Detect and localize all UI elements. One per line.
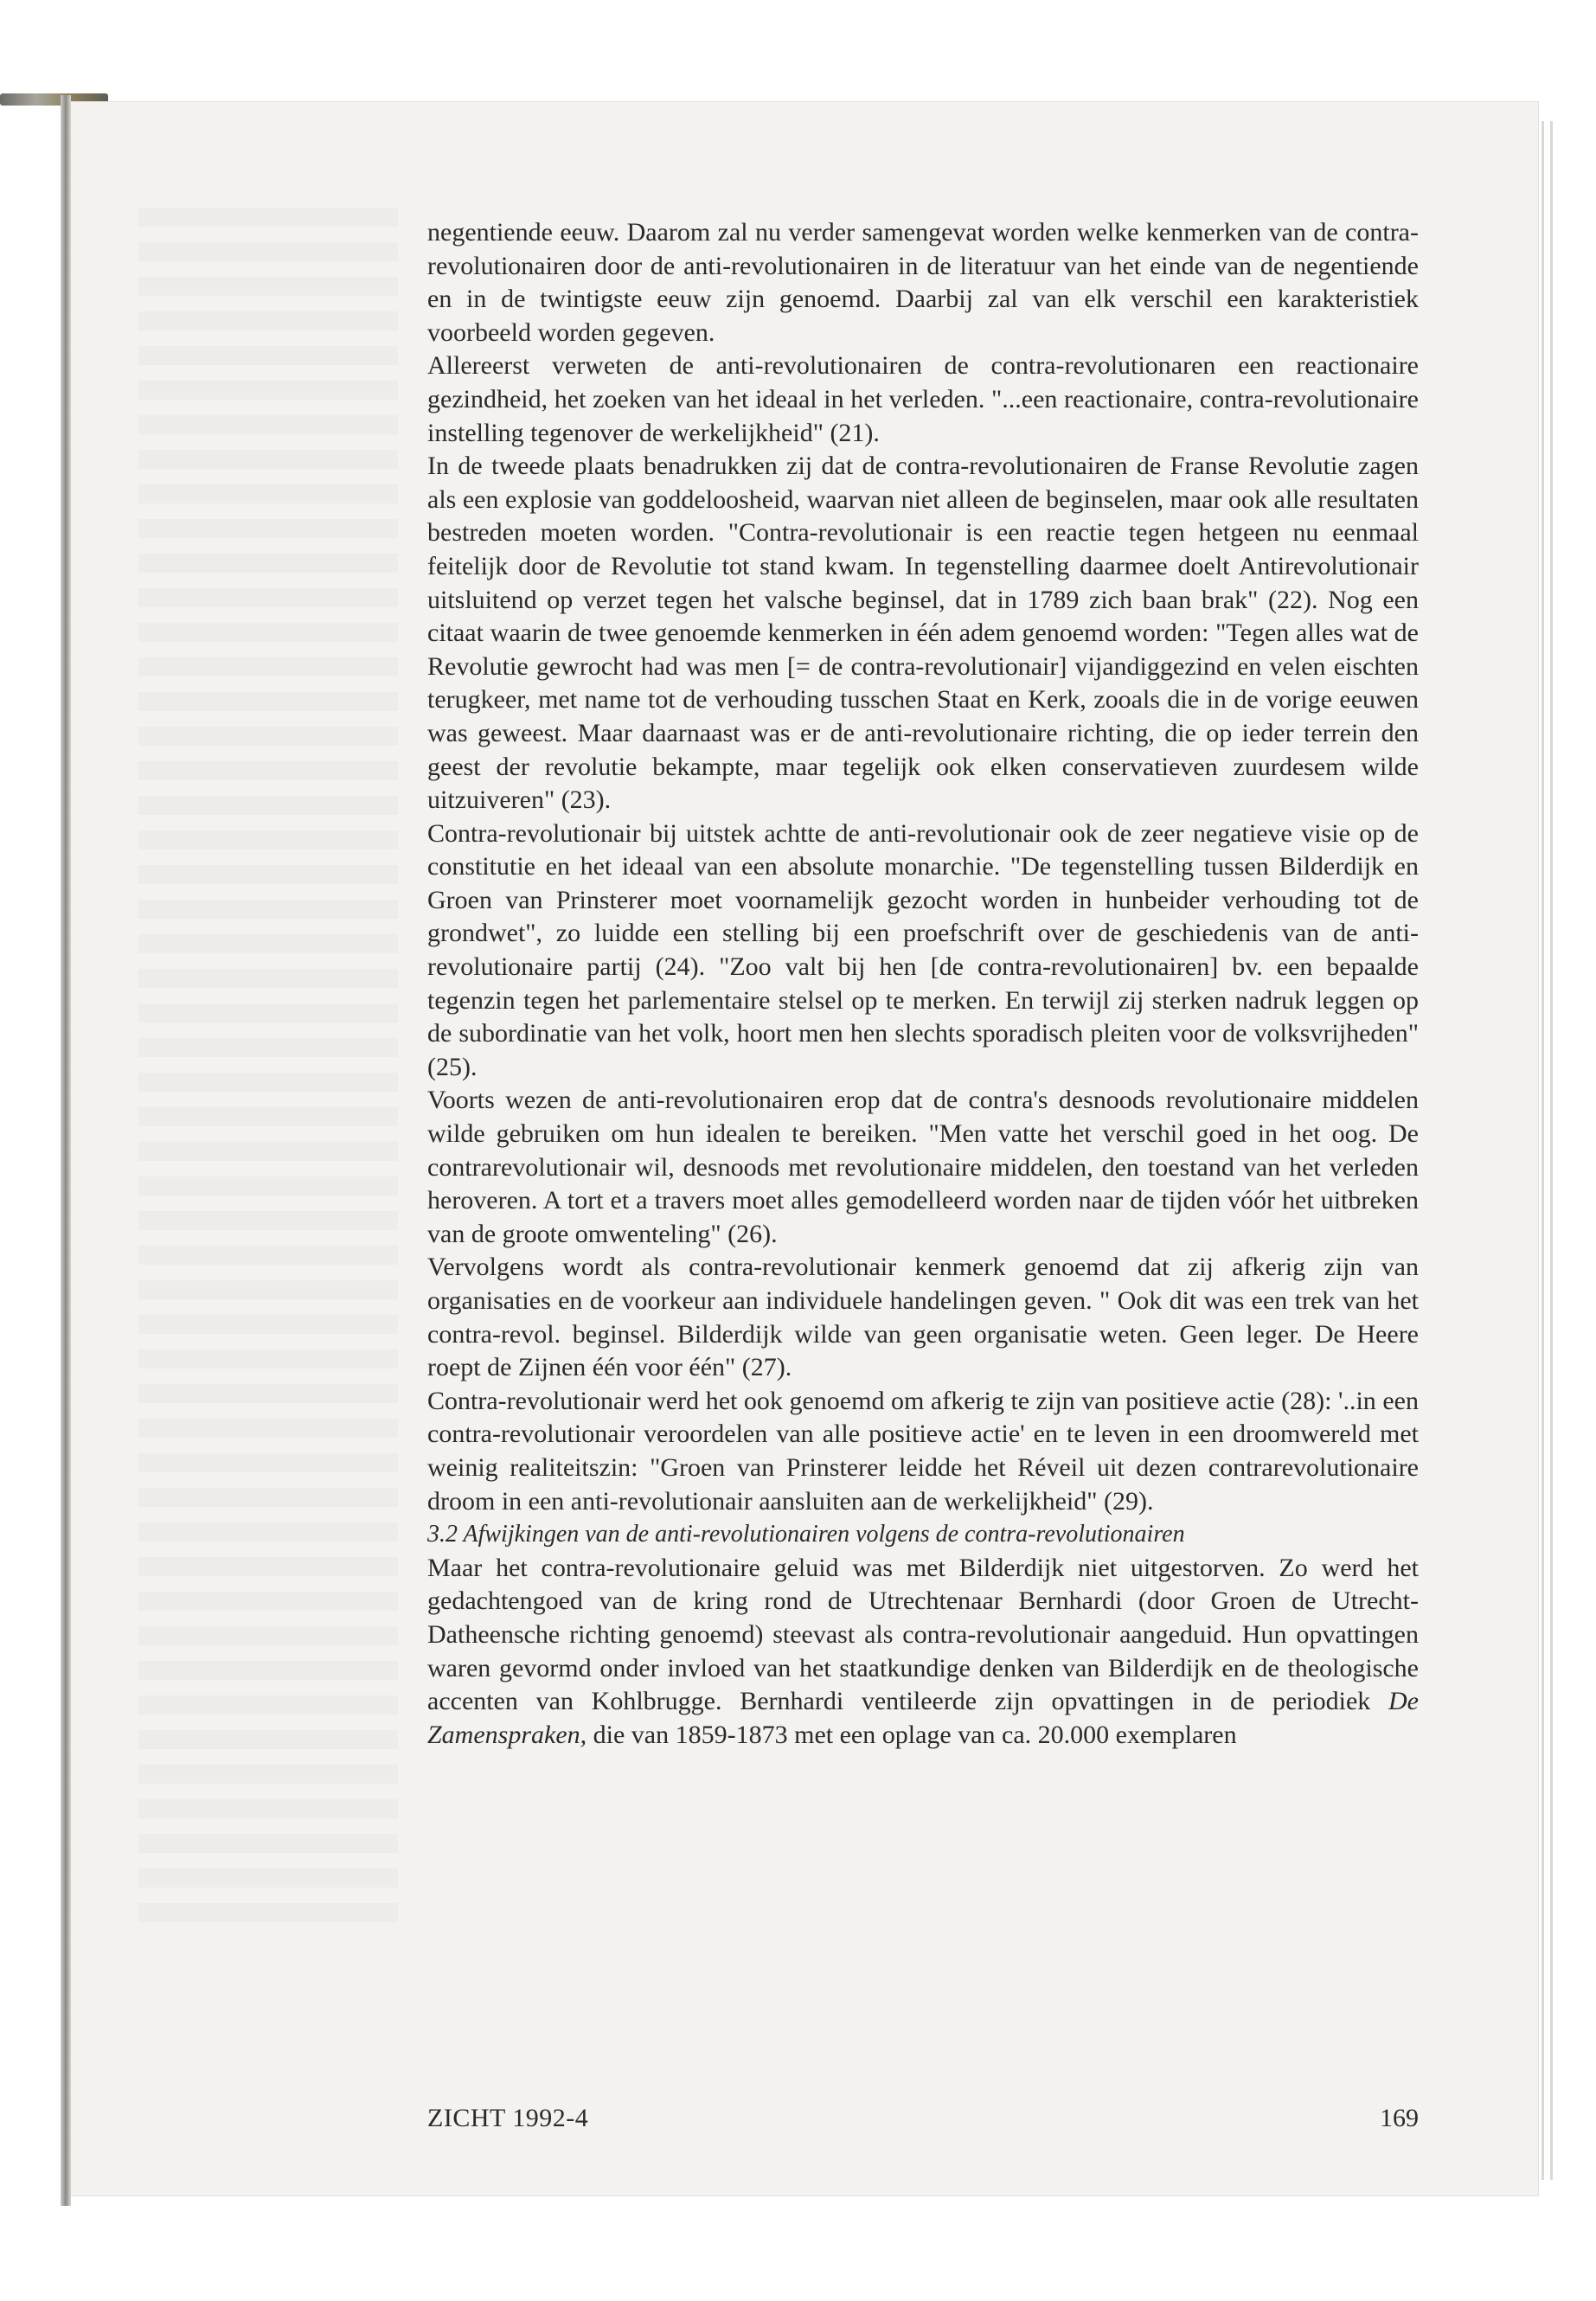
paragraph: Contra-revolutionair bij uitstek achtte de anti-revolutionair ook de zeer negatieve visie op de constitutie en het ideaal van een absolute monarchie. "De tegenstelling tussen Bilderdijk en Groen van Prinsterer moet voornamelijk gezocht worden in hunbeider verhouding tot de grondwet", zo luidde een stelling bij een proefschrift over de geschiedenis van de anti-revolutionaire partij (24). "Zoo valt bij hen [de contra-revolutionairen] bv. een bepaalde tegenzin tegen het parlementaire stelsel op te merken. En terwijl zij sterken nadruk leggen op de subordinatie van het volk, hoort men hen slechts sporadisch pleiten voor de volksvrijheden" (25).: [427, 818, 1419, 1081]
show-through-text: [138, 208, 398, 1938]
paragraph: Vervolgens wordt als contra-revolutionair kenmerk genoemd dat zij afkerig zijn van organisaties en de voorkeur aan individuele handelingen geven. " Ook dit was een trek van het contra-revol. beginsel. Bilderdijk wilde van geen organisatie weten. Geen leger. De Heere roept de Zijnen één voor één" (27).: [427, 1253, 1419, 1382]
paragraph: In de tweede plaats benadrukken zij dat de contra-revolutionairen de Franse Revolutie zagen als een explosie van goddeloosheid, waarvan niet alleen de beginselen, maar ook alle resultaten bestreden moeten worden. "Contra-revolutionair is een reactie tegen hetgeen nu eenmaal feitelijk door de Revolutie tot stand kwam. In tegenstelling daarmee doelt Antirevolutionair uitsluitend op verzet tegen het valsche beginsel, dat in 1789 zich baan brak" (22). Nog een citaat waarin de twee genoemde kenmerken in één adem genoemd worden: "Tegen alles wat de Revolutie gewrocht had was men [= de contra-revolutionair] vijandiggezind en velen eischten terugkeer, met name tot de verhouding tusschen Staat en Kerk, zooals die in de vorige eeuwen was geweest. Maar daarnaast was er de anti-revolutionaire richting, die op ieder terrein den geest der revolutie bekampte, maar tegelijk ook elken conservatieven zuurdesem wilde uitzuiveren" (23).: [427, 452, 1419, 815]
section-text-part: die van 1859-1873 met een oplage van ca. 20.000 exemplaren: [586, 1720, 1237, 1749]
section-paragraph: [427, 1552, 1419, 1753]
paragraph: Allereerst verweten de anti-revolutionairen de contra-revolutionaren een reactionaire gezindheid, het zoeken van het ideaal in het verleden. "...een reactionaire, contra-revolutionaire instelling tegenover de werkelijkheid" (21).: [427, 351, 1419, 447]
paragraph: Voorts wezen de anti-revolutionairen erop dat de contra's desnoods revolutionaire middelen wilde gebruiken om hun idealen te bereiken. "Men vatte het verschil goed in het oog. De contrarevolutionair wil, desnoods met revolutionaire middelen, den toestand van het verleden heroveren. A tort et a travers moet alles gemodelleerd worden naar de tijden vóór het uitbreken van de groote omwenteling" (26).: [427, 1086, 1419, 1248]
section-heading: 3.2 Afwijkingen van de anti-revolutionairen volgens de contra-revolutionairen: [427, 1521, 1185, 1548]
paragraph: Contra-revolutionair werd het ook genoemd om afkerig te zijn van positieve actie (28): '..in een contra-revolutionair veroordelen van alle positieve actie' en te leven in een droomwereld met weinig realiteitszin: "Groen van Prinsterer leidde het Réveil uit dezen contrarevolutionaire droom in een anti-revolutionair aansluiten aan de werkelijkheid" (29).: [427, 1386, 1419, 1516]
journal-footer: ZICHT 1992-4: [427, 2104, 589, 2132]
page-number: 169: [1380, 2104, 1419, 2132]
periodical-title: De Zamenspraken,: [427, 1687, 1419, 1749]
page-gutter: [61, 95, 71, 2206]
page-edge: [1542, 121, 1544, 2180]
page-edge: [1550, 121, 1553, 2180]
body-text: [427, 216, 1419, 1752]
paragraph: negentiende eeuw. Daarom zal nu verder samengevat worden welke kenmerken van de contra-revolutionairen door de anti-revolutionairen in de literatuur van het einde van de negentiende en in de twintigste eeuw zijn genoemd. Daarbij zal van elk verschil een karakteristiek voorbeeld worden gegeven.: [427, 218, 1419, 347]
section-text-part: Maar het contra-revolutionaire geluid was met Bilderdijk niet uitgestorven. Zo werd het gedachtengoed van de kring rond de Utrechtenaar Bernhardi (door Groen de Utrecht-Datheensche richting genoemd) steevast als contra-revolutionair aangeduid. Hun opvattingen waren gevormd onder invloed van het staatkundige denken van Bilderdijk en de theologische accenten van Kohlbrugge. Bernhardi ventileerde zijn opvattingen in de periodiek: [427, 1553, 1419, 1716]
